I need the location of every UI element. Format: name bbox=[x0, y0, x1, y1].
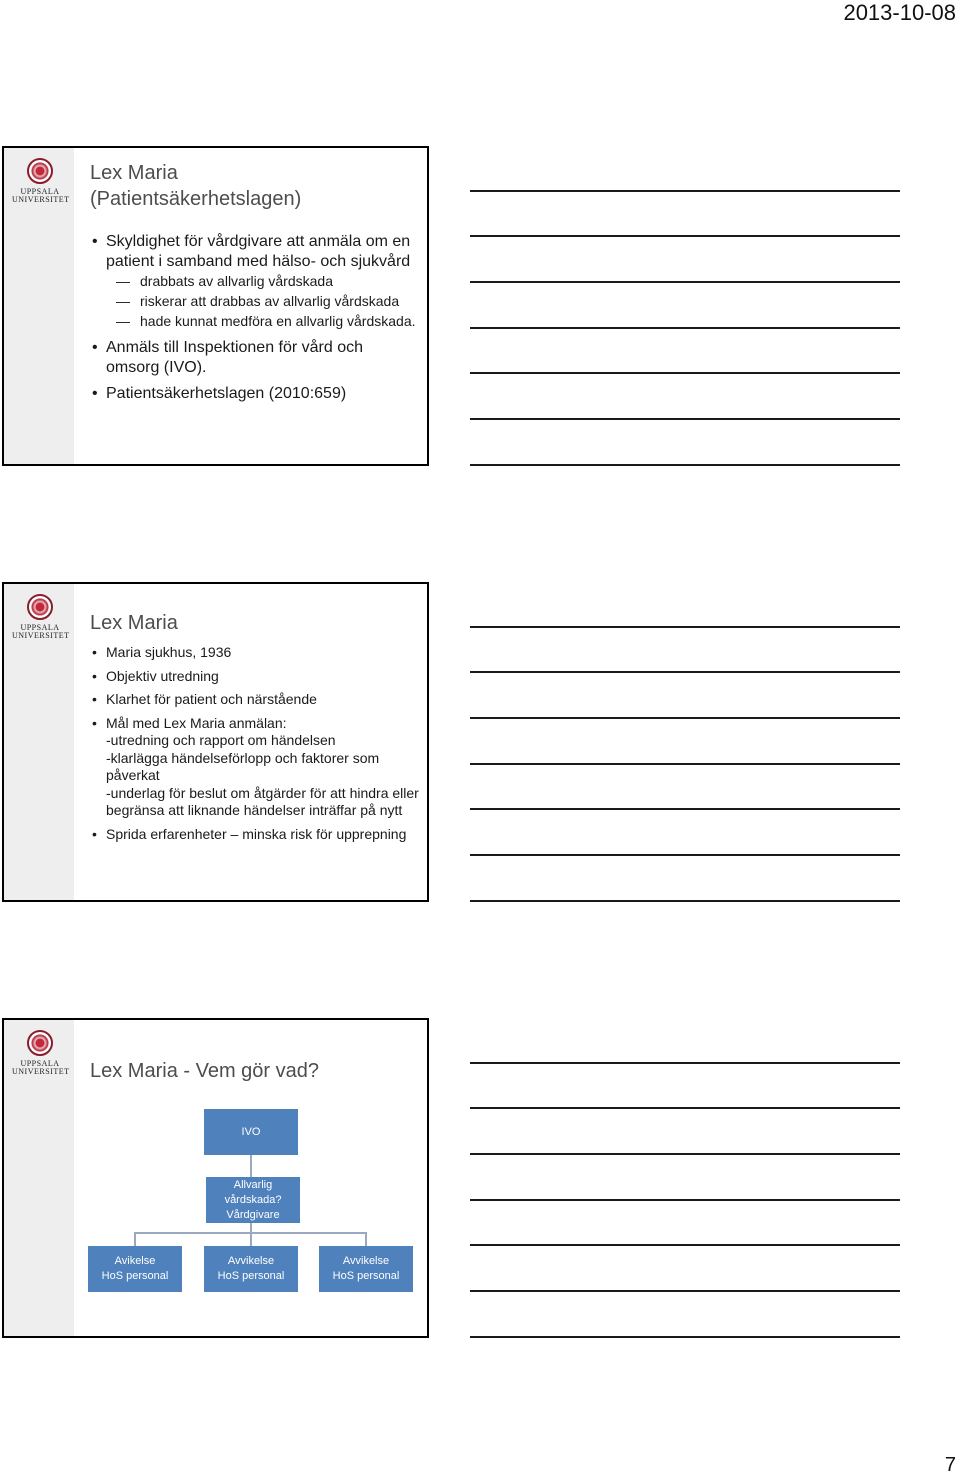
bullet-item: • Klarhet för patient och närstående bbox=[90, 691, 419, 709]
slide-title: Lex Maria bbox=[90, 612, 178, 634]
logo-line-1: UPPSALA bbox=[20, 1059, 60, 1068]
org-box-label: HoS personal bbox=[217, 1270, 285, 1282]
note-line bbox=[470, 327, 900, 329]
bullet-text: Skyldighet för vårdgivare att anmäla om en patient i samband med hälso- och sjukvård bbox=[106, 233, 411, 270]
note-line bbox=[470, 717, 900, 719]
org-box-label: Avikelse bbox=[114, 1255, 156, 1267]
university-logo bbox=[12, 158, 68, 204]
bullet-item: • Patientsäkerhetslagen (2010:659) bbox=[90, 384, 419, 404]
note-line bbox=[470, 1107, 900, 1109]
note-line bbox=[470, 808, 900, 810]
university-logo bbox=[12, 1030, 68, 1076]
slide-title: Lex Maria - Vem gör vad? bbox=[90, 1060, 319, 1082]
note-line bbox=[470, 763, 900, 765]
note-line bbox=[470, 1062, 900, 1064]
slide-sidebar bbox=[4, 1020, 74, 1336]
org-box-personal bbox=[204, 1246, 298, 1292]
bullet-subline: -underlag för beslut om åtgärder för att hindra eller begränsa att liknande händelser inträffar på nytt bbox=[106, 784, 419, 818]
org-box-label: Vårdgivare bbox=[226, 1208, 280, 1221]
org-box-label: Allvarlig vårdskada? bbox=[224, 1178, 282, 1206]
logo-line-2: UNIVERSITET bbox=[12, 1067, 70, 1076]
slide-content bbox=[90, 584, 419, 843]
logo-line-2: UNIVERSITET bbox=[12, 195, 70, 204]
connector-line bbox=[250, 1232, 252, 1246]
org-box-label: HoS personal bbox=[332, 1270, 400, 1282]
bullet-item bbox=[90, 232, 419, 331]
title-line-1: Lex Maria bbox=[90, 162, 178, 184]
logo-text bbox=[12, 1060, 68, 1076]
bullet-item: • Objektiv utredning bbox=[90, 668, 419, 686]
logo-line-1: UPPSALA bbox=[20, 623, 60, 632]
slide-content bbox=[90, 1020, 419, 1084]
org-box-label: HoS personal bbox=[101, 1270, 169, 1282]
org-box-ivo bbox=[204, 1109, 298, 1155]
bullet-item: • Anmäls till Inspektionen för vård och omsorg (IVO). bbox=[90, 338, 419, 377]
logo-text bbox=[12, 624, 68, 640]
note-line bbox=[470, 235, 900, 237]
bullet-subline: -klarlägga händelseförlopp och faktorer som påverkat bbox=[106, 749, 380, 783]
connector-line bbox=[250, 1155, 252, 1177]
connector-line bbox=[365, 1232, 367, 1246]
note-line bbox=[470, 418, 900, 420]
sub-item: — riskerar att drabbas av allvarlig vårdskada bbox=[106, 291, 419, 311]
bullet-list bbox=[90, 644, 419, 843]
connector-line bbox=[134, 1232, 136, 1246]
note-line bbox=[470, 464, 900, 466]
note-line bbox=[470, 626, 900, 628]
logo-line-1: UPPSALA bbox=[20, 187, 60, 196]
note-line bbox=[470, 1290, 900, 1292]
uppsala-university-seal-icon bbox=[27, 594, 53, 620]
slide-sidebar bbox=[4, 584, 74, 900]
document-date: 2013-10-08 bbox=[843, 0, 956, 25]
slide-sidebar bbox=[4, 148, 74, 464]
note-line bbox=[470, 900, 900, 902]
logo-line-2: UNIVERSITET bbox=[12, 631, 70, 640]
org-box-label: IVO bbox=[241, 1125, 261, 1138]
note-line bbox=[470, 281, 900, 283]
bullet-item bbox=[90, 715, 419, 820]
note-line bbox=[470, 671, 900, 673]
slide-content bbox=[90, 148, 419, 404]
slide-1 bbox=[2, 146, 429, 466]
note-line bbox=[470, 190, 900, 192]
slide-3 bbox=[2, 1018, 429, 1338]
note-line bbox=[470, 1199, 900, 1201]
sub-item: — hade kunnat medföra en allvarlig vårdskada. bbox=[106, 311, 419, 331]
org-box-personal bbox=[319, 1246, 413, 1292]
university-logo bbox=[12, 594, 68, 640]
note-line bbox=[470, 1244, 900, 1246]
bullet-subline: -utredning och rapport om händelsen bbox=[106, 732, 336, 748]
logo-text bbox=[12, 188, 68, 204]
page-number: 7 bbox=[944, 1454, 956, 1476]
uppsala-university-seal-icon bbox=[27, 158, 53, 184]
sub-item: — drabbats av allvarlig vårdskada bbox=[106, 271, 419, 291]
org-box-label: Avvikelse bbox=[227, 1255, 275, 1267]
title-line-2: (Patientsäkerhetslagen) bbox=[90, 188, 302, 210]
slide-2 bbox=[2, 582, 429, 902]
org-box-label: Avvikelse bbox=[342, 1255, 390, 1267]
note-line bbox=[470, 1336, 900, 1338]
org-box-personal bbox=[88, 1246, 182, 1292]
bullet-list bbox=[90, 232, 419, 404]
bullet-text: • Mål med Lex Maria anmälan: bbox=[106, 714, 287, 731]
bullet-item: • Maria sjukhus, 1936 bbox=[90, 644, 419, 662]
sub-list bbox=[106, 271, 419, 331]
note-line bbox=[470, 1153, 900, 1155]
bullet-item: • Sprida erfarenheter – minska risk för upprepning bbox=[90, 826, 419, 844]
note-line bbox=[470, 372, 900, 374]
uppsala-university-seal-icon bbox=[27, 1030, 53, 1056]
note-line bbox=[470, 854, 900, 856]
slide-title bbox=[90, 160, 419, 212]
org-box-vardgivare bbox=[206, 1177, 300, 1223]
